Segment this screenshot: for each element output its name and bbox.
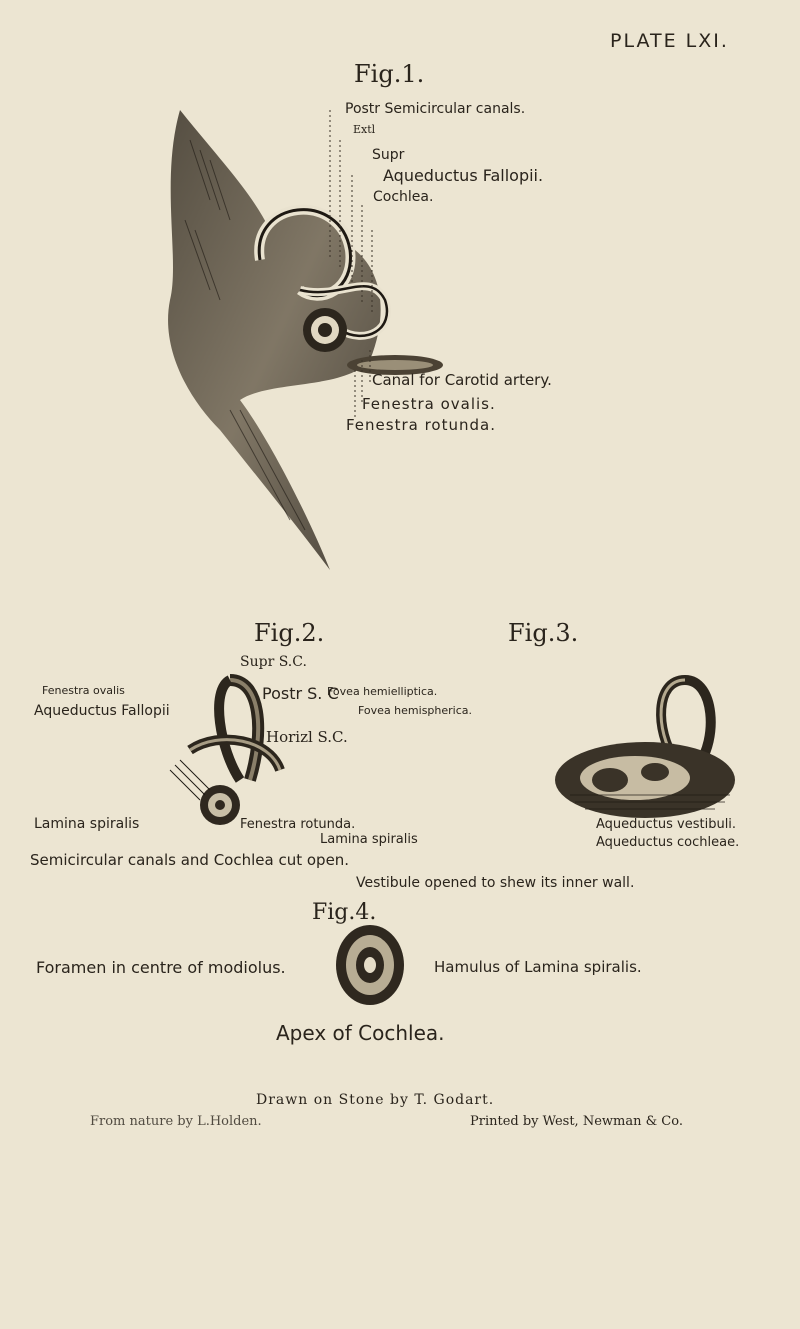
fig4-apex-caption: Apex of Cochlea. bbox=[276, 1021, 445, 1045]
fig4-caption: Fig.4. bbox=[312, 900, 377, 925]
fig2-label-fenestra-ovalis: Fenestra ovalis bbox=[42, 684, 125, 697]
fig1-label-post-semicircular: Postr Semicircular canals. bbox=[345, 101, 526, 117]
fig3-label-aqueductus-vestibuli: Aqueductus vestibuli. bbox=[596, 817, 737, 832]
fig3-vestibule-illustration bbox=[450, 670, 750, 830]
fig2-label-post-sc: Postr S. C bbox=[262, 684, 339, 703]
fig1-label-fenestra-rotunda: Fenestra rotunda. bbox=[346, 416, 496, 434]
plate-title: PLATE LXI. bbox=[610, 30, 729, 52]
fig2-label-aqueductus-fallopii: Aqueductus Fallopii bbox=[34, 703, 170, 719]
fig3-bottom-caption: Vestibule opened to shew its inner wall. bbox=[356, 875, 635, 891]
fig4-label-hamulus: Hamulus of Lamina spiralis. bbox=[434, 958, 642, 976]
fig1-label-ext: Extl bbox=[353, 123, 376, 136]
fig1-label-sup: Supr bbox=[372, 147, 405, 163]
fig2-label-sup-sc: Supr S.C. bbox=[240, 654, 307, 670]
fig2-label-lamina-spiralis: Lamina spiralis bbox=[34, 816, 140, 832]
fig1-label-aqueductus: Aqueductus Fallopii. bbox=[383, 166, 544, 185]
fig1-caption: Fig.1. bbox=[354, 60, 425, 88]
footer-drawn-by: Drawn on Stone by T. Godart. bbox=[256, 1092, 495, 1108]
fig2-label-horiz-sc: Horizl S.C. bbox=[266, 728, 348, 746]
fig3-label-aqueductus-cochleae: Aqueductus cochleae. bbox=[596, 835, 740, 850]
fig4-label-foramen: Foramen in centre of modiolus. bbox=[36, 958, 286, 977]
fig3-label-lamina-spiralis: Lamina spiralis bbox=[320, 832, 418, 847]
footer-from-nature: From nature by L.Holden. bbox=[90, 1114, 262, 1129]
fig3-label-fovea-hemispherica: Fovea hemispherica. bbox=[358, 704, 473, 717]
fig2-caption: Fig.2. bbox=[254, 619, 325, 647]
fig1-label-carotid: Canal for Carotid artery. bbox=[372, 371, 552, 389]
fig3-caption: Fig.3. bbox=[508, 619, 579, 647]
fig3-label-fovea-hemielliptica: Fovea hemielliptica. bbox=[327, 685, 438, 698]
fig1-label-fenestra-ovalis: Fenestra ovalis. bbox=[362, 395, 496, 413]
fig2-label-fenestra-rotunda: Fenestra rotunda. bbox=[240, 817, 356, 832]
fig1-label-cochlea: Cochlea. bbox=[373, 189, 434, 205]
fig2-bottom-caption: Semicircular canals and Cochlea cut open. bbox=[30, 851, 350, 869]
fig4-cochlea-apex-illustration bbox=[330, 920, 410, 1010]
footer-printed-by: Printed by West, Newman & Co. bbox=[470, 1114, 683, 1129]
